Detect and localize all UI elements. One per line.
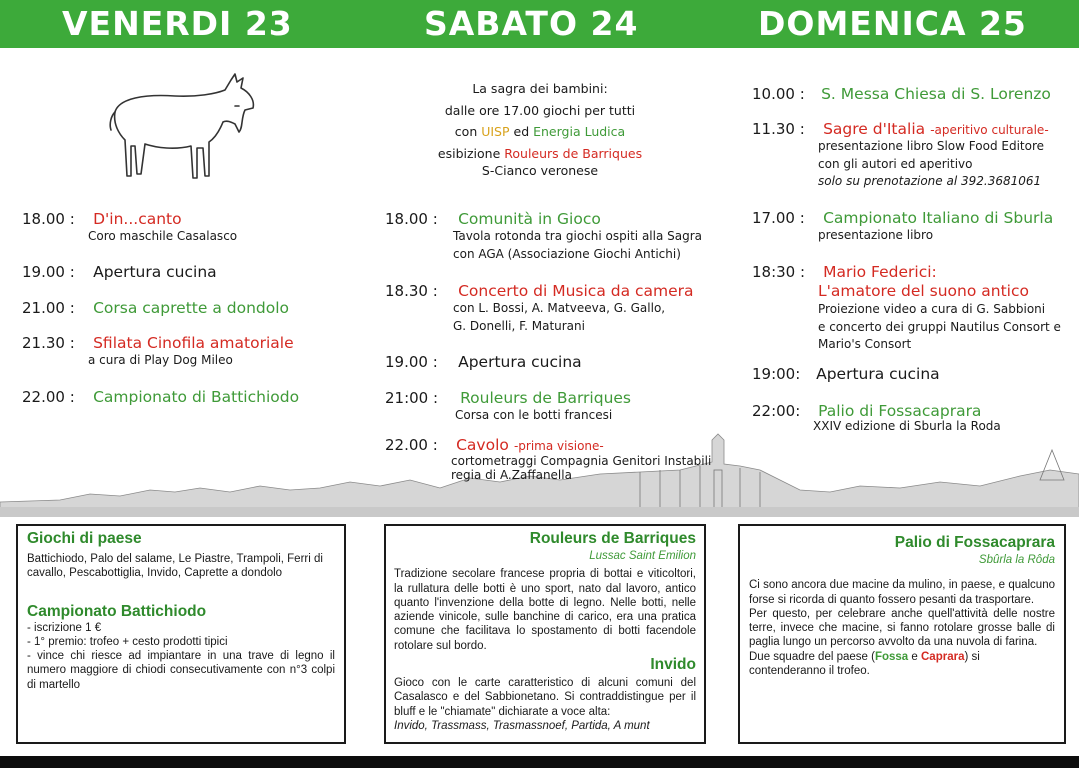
energia-ludica-label: Energia Ludica xyxy=(533,124,626,139)
box-subtitle: Sbûrla la Rôda xyxy=(978,554,1055,566)
event-title: Apertura cucina xyxy=(816,365,940,383)
box-giochi-di-paese xyxy=(16,524,346,744)
box-text-part: Due squadre del paese ( xyxy=(749,650,875,663)
event-title: Palio di Fossacaprara xyxy=(818,402,982,420)
box-text-italic: Invido, Trassmass, Trasmassnoef, Partida, A munt xyxy=(394,719,650,732)
sun-event-palio xyxy=(752,401,1001,433)
sat-event-3 xyxy=(385,352,582,371)
event-time: 18.00 : xyxy=(22,210,75,228)
event-sub: G. Donelli, F. Maturani xyxy=(453,318,585,333)
event-time: 19.00 : xyxy=(385,353,438,371)
event-title: Rouleurs de Barriques xyxy=(460,389,632,407)
event-title: Campionato Italiano di Sburla xyxy=(823,209,1054,227)
event-title: Mario Federici: xyxy=(823,263,937,281)
box-subtitle: Campionato Battichiodo xyxy=(27,602,207,620)
event-time: 19.00 : xyxy=(22,263,75,281)
event-time: 18.00 : xyxy=(385,210,438,228)
event-time: 11.30 : xyxy=(752,120,805,138)
kids-text: ed xyxy=(509,124,534,139)
box-text-2: Gioco con le carte caratteristico di alcuni comuni del Casalasco e del Sabbionetano. Si contraddistingue per il bluff e le "chiamate" dichiarate a voce alta: xyxy=(394,677,696,718)
box-list-item: - iscrizione 1 € xyxy=(27,621,102,634)
event-time: 22:00: xyxy=(752,402,801,420)
event-sub: con L. Bossi, A. Matveeva, G. Gallo, xyxy=(453,301,666,315)
event-title: S. Messa Chiesa di S. Lorenzo xyxy=(821,85,1051,103)
day-header-friday: VENERDI 23 xyxy=(62,4,293,43)
event-title: D'in...canto xyxy=(93,210,182,228)
event-title: Sagre d'Italia xyxy=(823,120,926,138)
event-title: Comunità in Gioco xyxy=(458,210,601,228)
rouleurs-label: Rouleurs de Barriques xyxy=(504,145,643,161)
event-sub: solo su prenotazione al 392.3681061 xyxy=(818,174,1042,188)
goat-icon xyxy=(105,72,260,187)
box-rouleurs-de-barriques xyxy=(384,524,706,744)
event-sub: Proiezione video a cura di G. Sabbioni xyxy=(818,302,1046,316)
box-list-item: - vince chi riesce ad impiantare in una trave di legno il numero maggiore di chiodi consecutivamente con n°3 colpi di martello xyxy=(27,650,335,691)
fri-event-5 xyxy=(22,387,299,406)
team-caprara: Caprara xyxy=(921,650,965,663)
event-time: 18:30 : xyxy=(752,263,806,281)
sat-event-2 xyxy=(385,281,694,335)
event-time: 17.00 : xyxy=(752,209,805,227)
kids-text: esibizione xyxy=(437,145,505,161)
event-tag: -prima visione- xyxy=(513,439,604,453)
box-text: Tradizione secolare francese propria di bottai e viticoltori, la rullatura delle botti è uno sport, nato dal lavoro, antico quanto l'invenzione della botte di legno. Nelle botti, nelle aziende vinicole, sulle banchine di carico, era una pratica comune che facilitava lo spostamento di botti facendole rotolare sul bordo. xyxy=(394,568,696,652)
sun-event-messa xyxy=(752,84,1051,103)
event-tag: -aperitivo culturale- xyxy=(930,123,1049,137)
event-time: 19:00: xyxy=(752,365,801,383)
kids-line-5: S-Cianco veronese xyxy=(481,163,599,178)
event-title: Cavolo xyxy=(456,436,509,454)
event-time: 10.00 : xyxy=(752,85,805,103)
event-sub: regia di A.Zaffanella xyxy=(451,468,572,482)
event-time: 18.30 : xyxy=(385,282,438,300)
fri-event-2 xyxy=(22,262,217,281)
kids-block xyxy=(415,78,665,178)
box-text-part: e xyxy=(908,650,921,663)
sun-event-sburla xyxy=(752,208,1053,245)
event-title: Corsa caprette a dondolo xyxy=(93,299,290,317)
box-text xyxy=(749,650,1055,679)
uisp-label: UISP xyxy=(481,124,510,139)
event-title: Apertura cucina xyxy=(93,263,217,281)
box-text: Battichiodo, Palo del salame, Le Piastre, Trampoli, Ferri di cavallo, Pescabottiglia, Invido, Caprette a dondolo xyxy=(27,553,323,580)
kids-line-3 xyxy=(415,121,665,143)
sat-event-cavolo xyxy=(385,435,711,482)
kids-line-2: dalle ore 17.00 giochi per tutti xyxy=(444,102,636,118)
event-sub: cortometraggi Compagnia Genitori Instabili xyxy=(451,454,712,468)
event-title: Sfilata Cinofila amatoriale xyxy=(93,334,294,352)
box-palio-di-fossacaprara xyxy=(738,524,1066,744)
event-sub: Mario's Consort xyxy=(818,337,912,351)
event-sub: e concerto dei gruppi Nautilus Consort e xyxy=(818,319,1061,334)
event-sub: con gli autori ed aperitivo xyxy=(818,156,973,171)
sat-event-1 xyxy=(385,209,702,263)
event-title: Apertura cucina xyxy=(458,353,582,371)
event-sub: Corsa con le botti francesi xyxy=(455,408,613,422)
box-list-item: - 1° premio: trofeo + cesto prodotti tipici xyxy=(27,635,228,648)
fri-event-3 xyxy=(22,298,289,317)
box-title: Palio di Fossacaprara xyxy=(894,534,1055,551)
event-title-2: L'amatore del suono antico xyxy=(818,282,1029,300)
event-sub: presentazione libro xyxy=(818,228,934,242)
event-title: Campionato di Battichiodo xyxy=(93,388,300,406)
day-header-saturday: SABATO 24 xyxy=(424,4,639,43)
event-time: 22.00 : xyxy=(22,388,75,406)
sun-event-cucina xyxy=(752,364,940,383)
fri-event-4 xyxy=(22,333,294,370)
event-time: 21.00 : xyxy=(22,299,75,317)
event-sub: Tavola rotonda tra giochi ospiti alla Sagra xyxy=(453,229,703,243)
event-title: Concerto di Musica da camera xyxy=(458,282,694,300)
bottom-bar xyxy=(0,756,1079,768)
box-title: Giochi di paese xyxy=(27,530,142,547)
box-text: Ci sono ancora due macine da mulino, in paese, e qualcuno forse si ricorda di quanto fossero pesanti da trasportare. xyxy=(749,579,1055,606)
sat-event-4 xyxy=(385,388,631,425)
box-title-2: Invido xyxy=(650,656,696,674)
event-time: 21.30 : xyxy=(22,334,75,352)
event-time: 22.00 : xyxy=(385,436,438,454)
sun-event-sagre xyxy=(752,119,1049,191)
ground-strip xyxy=(0,507,1079,517)
event-time: 21:00 : xyxy=(385,389,439,407)
box-subtitle: Lussac Saint Emilion xyxy=(589,550,696,562)
kids-line-4 xyxy=(415,143,665,165)
event-sub: Coro maschile Casalasco xyxy=(88,229,238,243)
fri-event-1 xyxy=(22,209,237,246)
day-header-sunday: DOMENICA 25 xyxy=(758,4,1027,43)
kids-text: con xyxy=(454,124,482,139)
event-sub: presentazione libro Slow Food Editore xyxy=(818,139,1045,153)
event-sub: XXIV edizione di Sburla la Roda xyxy=(813,419,1001,433)
box-title: Rouleurs de Barriques xyxy=(529,530,696,547)
sun-event-mario xyxy=(752,262,1061,354)
box-text-part: ) si contenderanno il trofeo. xyxy=(749,650,980,678)
team-fossa: Fossa xyxy=(874,650,909,663)
event-sub: a cura di Play Dog Mileo xyxy=(88,353,233,367)
box-text: Per questo, per celebrare anche quell'attività delle nostre terre, invece che macine, si fanno rotolare grosse balle di paglia lungo un percorso avvolto da una nuvola di farina. xyxy=(749,607,1055,649)
event-sub: con AGA (Associazione Giochi Antichi) xyxy=(453,246,681,261)
kids-line-1: La sagra dei bambini: xyxy=(472,81,608,96)
